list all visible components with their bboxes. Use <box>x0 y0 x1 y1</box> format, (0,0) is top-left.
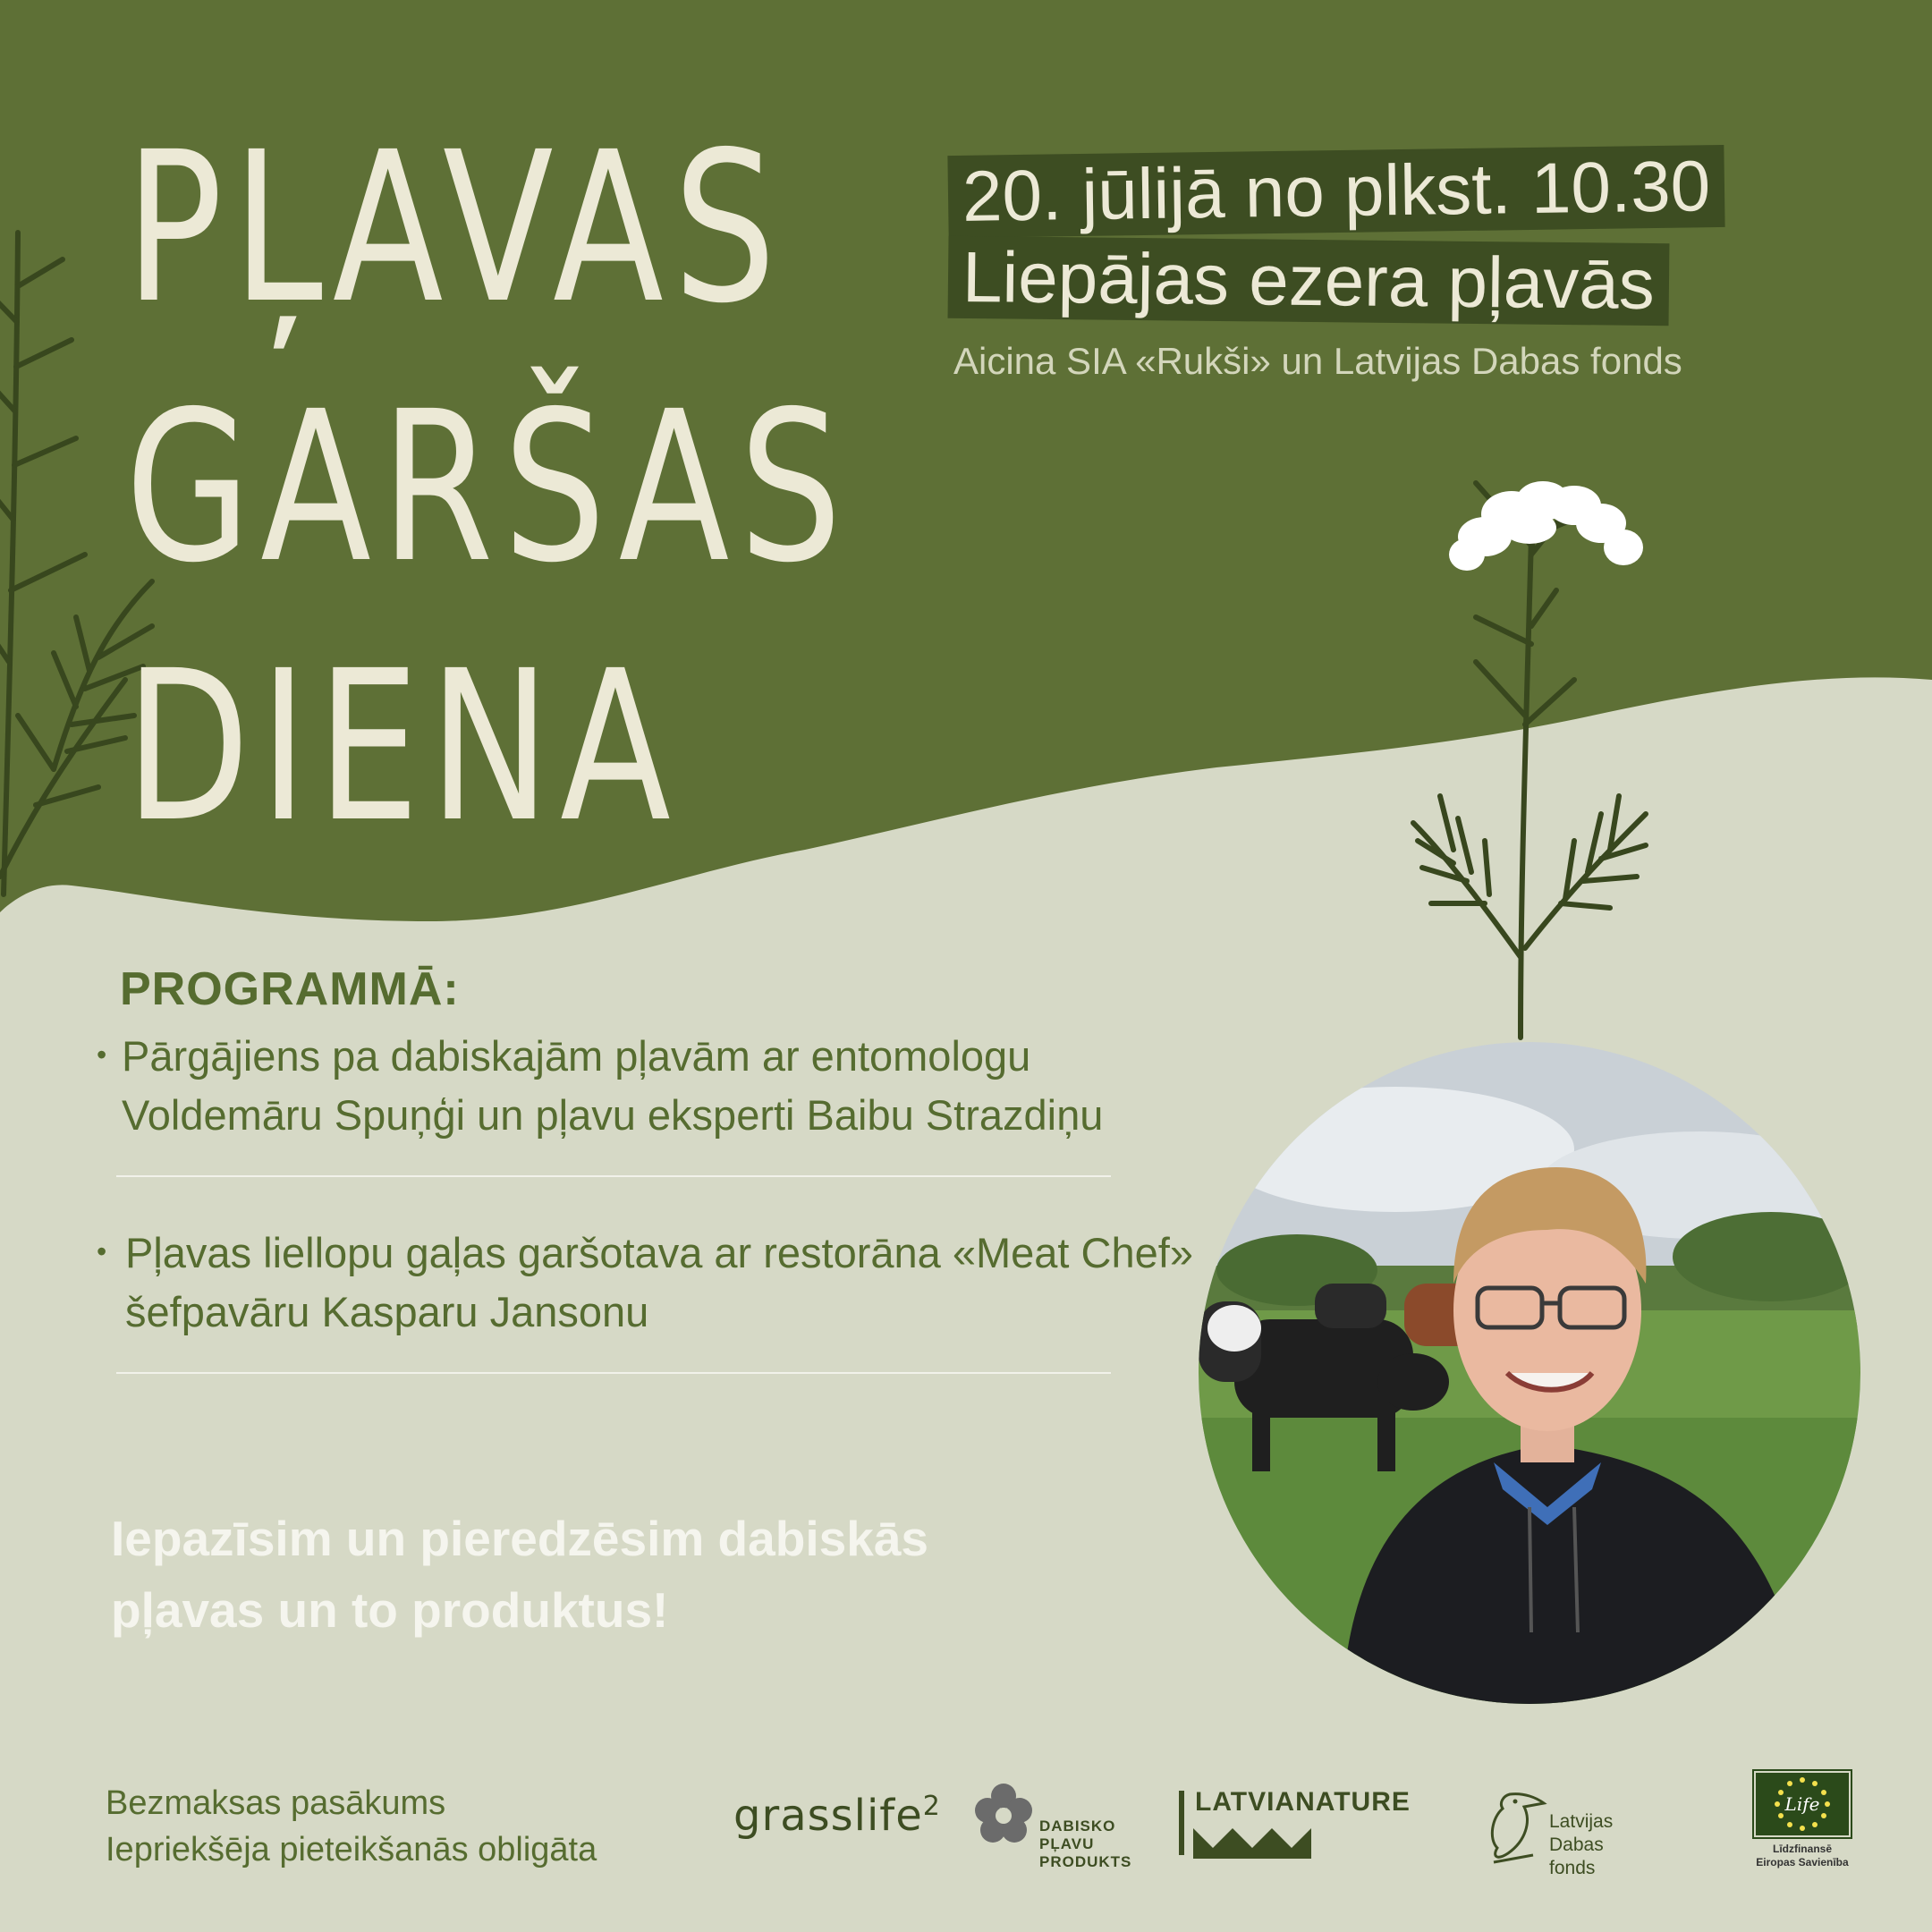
dpp-line-1: DABISKO <box>1039 1818 1116 1835</box>
title-line-2: GARŠAS <box>125 367 852 608</box>
title-line-1: PĻAVAS <box>125 107 786 349</box>
divider <box>116 1372 1111 1374</box>
life-mark-text: Life <box>1784 1793 1820 1815</box>
grasslife-logo <box>733 1791 941 1841</box>
program-item: • Pļavas liellopu gaļas garšotava ar restorāna «Meat Chef» šefpavāru Kasparu Jansonu <box>120 1224 1193 1342</box>
footer-note <box>106 1780 597 1873</box>
grasslife-logo-sup: 2 <box>922 1791 941 1822</box>
event-organizers: Aicina SIA «Rukši» un Latvijas Dabas fonds <box>953 340 1682 382</box>
title-line-3: DIENA <box>125 626 681 868</box>
footer-line-1: Bezmaksas pasākums <box>106 1784 446 1822</box>
event-info <box>948 146 1834 383</box>
latvianature-text: LATVIANATURE <box>1195 1787 1411 1817</box>
latvijas-dabas-fonds-logo <box>1485 1785 1628 1878</box>
dpp-line-2: PĻAVU <box>1039 1835 1095 1852</box>
life-line-1: Līdzfinansē <box>1772 1843 1832 1855</box>
program-section <box>120 962 1193 1420</box>
latvianature-logo <box>1179 1787 1411 1877</box>
eu-flag-icon <box>1752 1769 1852 1839</box>
kingfisher-icon <box>1485 1785 1547 1866</box>
dabisko-plavu-produkts-logo <box>968 1778 1147 1868</box>
program-heading: PROGRAMMĀ: <box>120 963 460 1015</box>
event-date: 20. jūlijā no plkst. 10.30 <box>947 145 1724 238</box>
event-title <box>125 98 852 877</box>
life-line-2: Eiropas Savienība <box>1756 1856 1849 1868</box>
dpp-line-3: PRODUKTS <box>1039 1853 1132 1870</box>
grasslife-logo-text: grasslife <box>733 1791 923 1841</box>
divider <box>116 1175 1111 1177</box>
callout-text: Iepazīsim un pieredzēsim dabiskās pļavas un to produktus! <box>111 1511 928 1638</box>
program-item: • Pārgājiens pa dabiskajām pļavām ar entomologu Voldemāru Spuņģi un pļavu eksperti Baibu Strazdiņu <box>120 1027 1193 1145</box>
flower-hands-icon <box>968 1778 1039 1859</box>
event-location: Liepājas ezera pļavās <box>948 236 1670 326</box>
portrait-illustration <box>1199 1042 1860 1704</box>
ldf-line-1: Latvijas <box>1549 1811 1614 1832</box>
portrait-photo <box>1199 1042 1860 1704</box>
life-eu-logo <box>1749 1769 1856 1877</box>
ldf-line-2: Dabas fonds <box>1549 1835 1604 1878</box>
footer-line-2: Iepriekšēja pieteikšanās obligāta <box>106 1831 597 1868</box>
latvianature-waves-icon <box>1193 1823 1318 1859</box>
